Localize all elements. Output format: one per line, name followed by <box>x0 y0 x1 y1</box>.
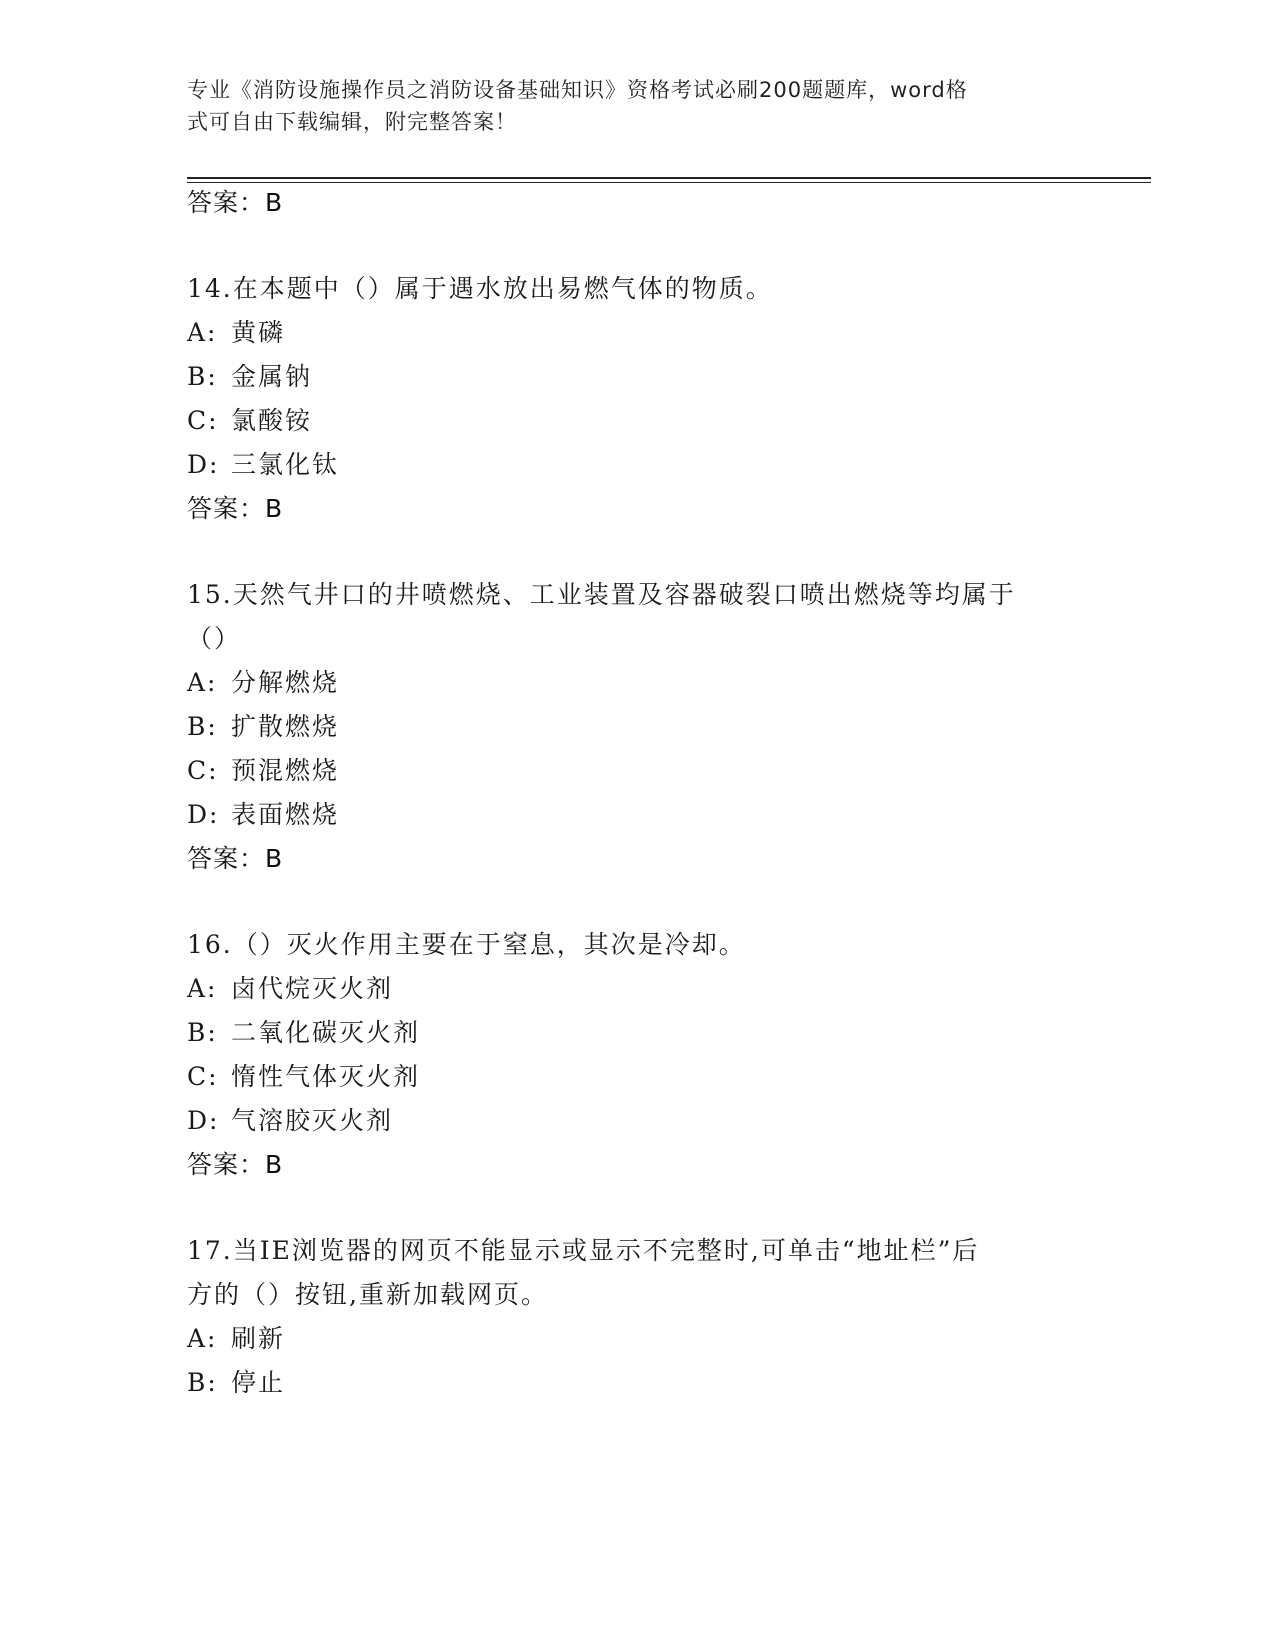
question-14-option-d <box>187 448 339 482</box>
document-header <box>187 74 1067 138</box>
question-14-stem: 14.在本题中（）属于遇水放出易燃气体的物质。 <box>187 274 773 303</box>
option-letter: D: <box>187 800 220 829</box>
answer-15: 答案：B <box>187 844 284 873</box>
option-letter: A: <box>187 318 218 347</box>
option-text: 卤代烷灭火剂 <box>231 974 394 1003</box>
option-text: 停止 <box>231 1368 286 1397</box>
option-text: 三氯化钛 <box>231 450 340 479</box>
question-17-stem-line-2: 方的（）按钮,重新加载网页。 <box>187 1280 548 1309</box>
header-line-1: 专业《消防设施操作员之消防设备基础知识》资格考试必刷200题题库，word格 <box>187 78 968 102</box>
option-text: 惰性气体灭火剂 <box>231 1062 421 1091</box>
question-14-option-c <box>187 404 312 438</box>
option-letter: C: <box>187 756 219 785</box>
question-16-option-a <box>187 972 393 1006</box>
option-letter: B: <box>187 1018 218 1047</box>
question-17-stem-line-1: 17.当IE浏览器的网页不能显示或显示不完整时,可单击“地址栏”后 <box>187 1236 980 1265</box>
option-letter: A: <box>187 1324 218 1353</box>
question-14-option-b <box>187 360 312 394</box>
question-15-option-b <box>187 710 339 744</box>
option-text: 扩散燃烧 <box>231 712 340 741</box>
option-letter: D: <box>187 450 220 479</box>
question-15-stem-line-1: 15.天然气井口的井喷燃烧、工业装置及容器破裂口喷出燃烧等均属于 <box>187 580 1016 609</box>
option-text: 气溶胶灭火剂 <box>231 1106 394 1135</box>
question-16-option-d <box>187 1104 393 1138</box>
question-16-option-b <box>187 1016 420 1050</box>
option-text: 氯酸铵 <box>231 406 313 435</box>
option-letter: B: <box>187 1368 218 1397</box>
option-text: 二氧化碳灭火剂 <box>231 1018 421 1047</box>
header-line-2: 式可自由下载编辑，附完整答案！ <box>187 110 517 134</box>
question-17-option-b <box>187 1366 285 1400</box>
question-17-option-a <box>187 1322 285 1356</box>
option-letter: B: <box>187 362 218 391</box>
option-text: 黄磷 <box>231 318 286 347</box>
answer-14: 答案：B <box>187 494 284 523</box>
answer-16: 答案：B <box>187 1150 284 1179</box>
option-text: 表面燃烧 <box>231 800 340 829</box>
option-text: 金属钠 <box>231 362 313 391</box>
option-letter: A: <box>187 974 218 1003</box>
question-15-stem-line-2: （） <box>187 624 242 653</box>
option-letter: C: <box>187 1062 219 1091</box>
question-16-option-c <box>187 1060 420 1094</box>
option-text: 分解燃烧 <box>231 668 340 697</box>
header-divider-thin <box>187 182 1151 183</box>
header-divider-thick <box>187 177 1151 179</box>
option-letter: A: <box>187 668 218 697</box>
question-15-option-c <box>187 754 339 788</box>
option-letter: C: <box>187 406 219 435</box>
question-15-option-a <box>187 666 339 700</box>
answer-13: 答案：B <box>187 188 284 217</box>
option-text: 预混燃烧 <box>231 756 340 785</box>
question-14-option-a <box>187 316 285 350</box>
question-16-stem: 16.（）灭火作用主要在于窒息，其次是冷却。 <box>187 930 746 959</box>
option-letter: B: <box>187 712 218 741</box>
question-15-option-d <box>187 798 339 832</box>
option-text: 刷新 <box>231 1324 286 1353</box>
option-letter: D: <box>187 1106 220 1135</box>
